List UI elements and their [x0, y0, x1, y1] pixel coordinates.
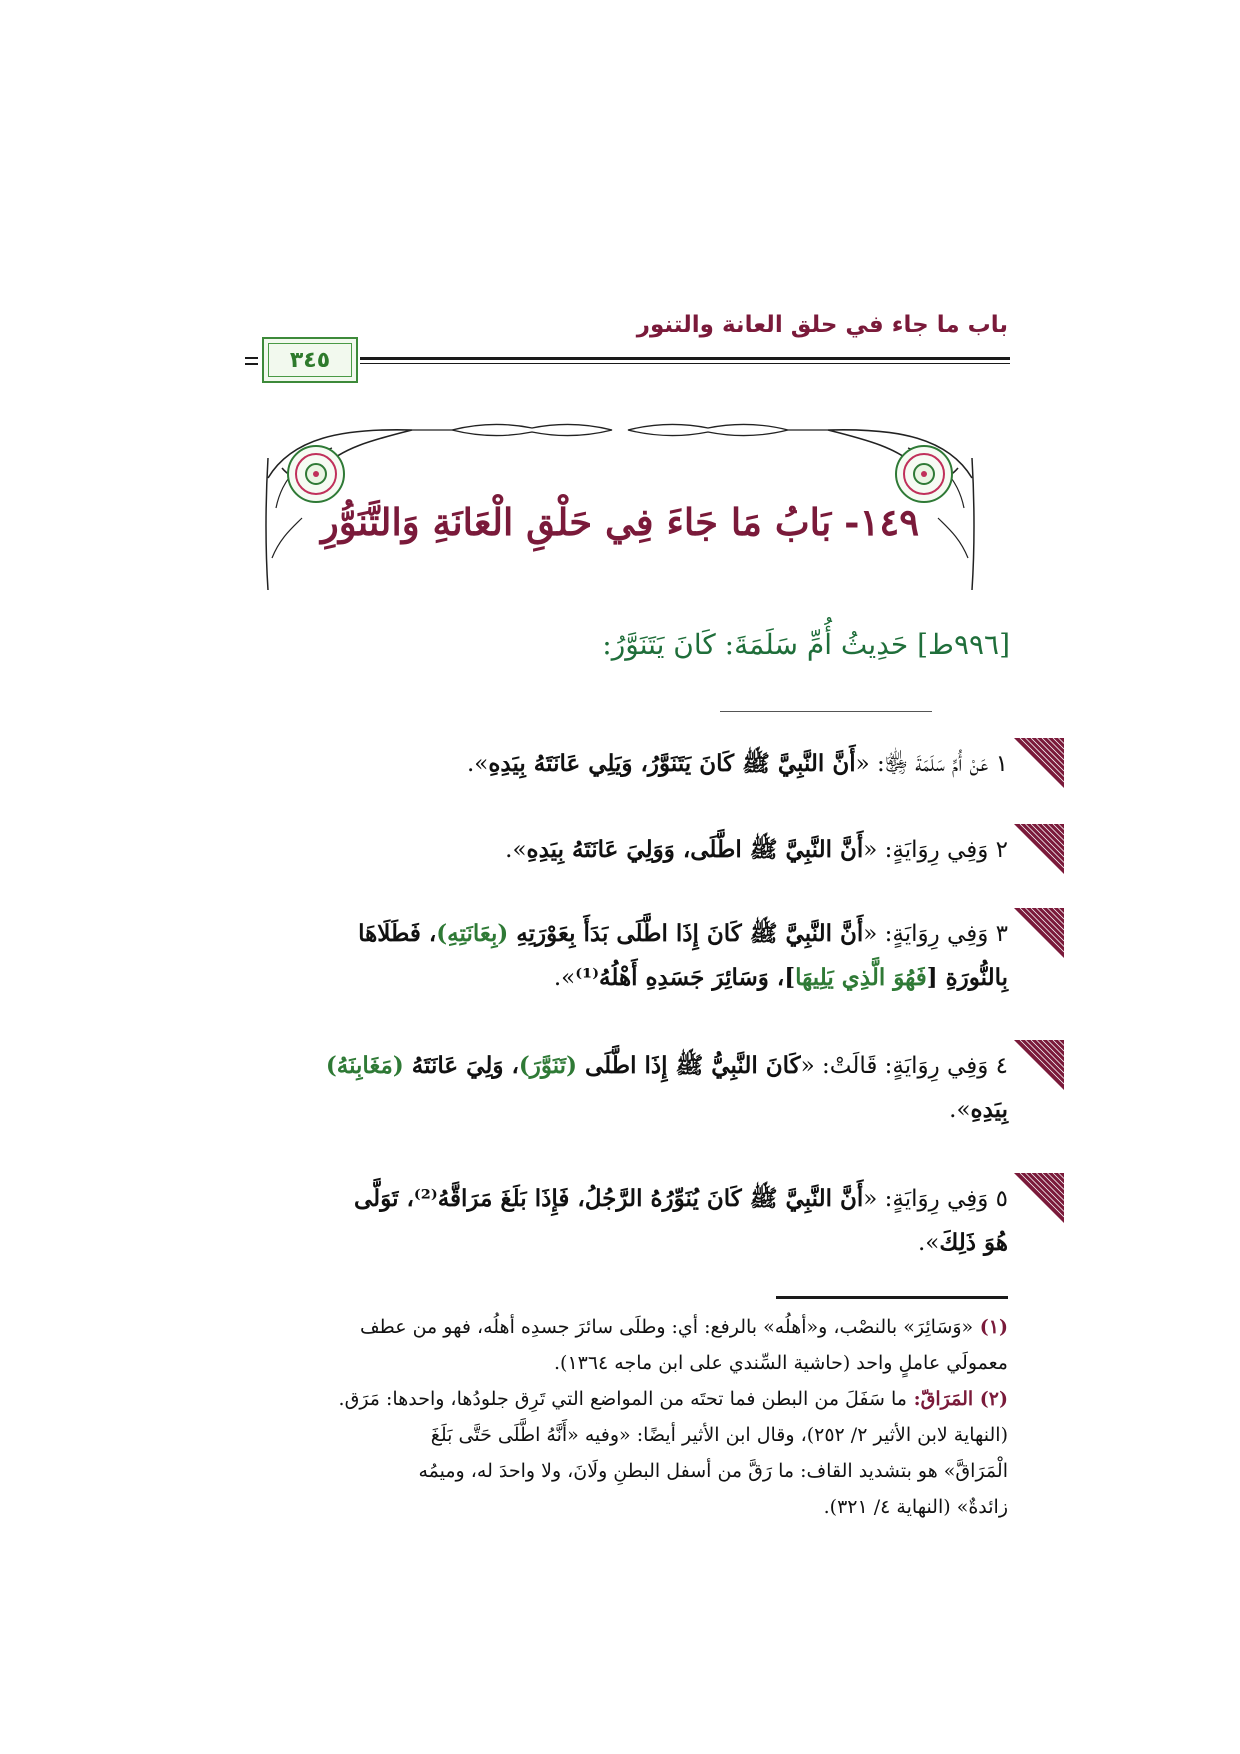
- footnote-text: ما سَفَلَ من البطن فما تحتَه من المواضع التي تَرِق جلودُها، واحدها: مَرَق.: [338, 1388, 907, 1410]
- narration-text: ٤ وَفِي رِوَايَةٍ: قَالَتْ: «: [800, 1053, 1008, 1079]
- narration-4: [250, 1044, 1008, 1132]
- footnote-1: [218, 1309, 1008, 1381]
- narration-2: [250, 828, 1008, 872]
- narration-5: [250, 1177, 1008, 1265]
- footnote-line: [218, 1489, 1008, 1525]
- footnote-separator: [776, 1296, 1008, 1299]
- hadith-text: بِالنُّورَةِ [: [926, 964, 1008, 991]
- hadith-text: أَنَّ النَّبِيَّ ﷺ كَانَ إِذَا اطَّلَى بَدَأَ بِعَوْرَتِهِ: [508, 920, 864, 947]
- narration-text: ١ عَنْ أُمِّ سَلَمَةَ ﵂: «: [855, 751, 1008, 777]
- narration-text: ».: [505, 837, 527, 863]
- right-rosette-icon: [896, 446, 952, 502]
- narration-3: [250, 912, 1008, 1000]
- narration-line: [250, 1221, 1008, 1265]
- hadith-text: أَنَّ النَّبِيَّ ﷺ اطَّلَى، وَوَلِيَ عَانَتَهُ بِيَدِهِ: [526, 836, 864, 863]
- gloss-text: فَهُوَ الَّذِي يَلِيهَا: [795, 964, 927, 991]
- page-number: ٣٤٥: [289, 347, 331, 373]
- hadith-text: كَانَ النَّبِيُّ ﷺ إِذَا اطَّلَى: [576, 1052, 801, 1079]
- corner-ornament-icon: [1012, 906, 1066, 960]
- running-header: باب ما جاء في حلق العانة والتنور: [636, 312, 1008, 338]
- heading-separator: [720, 711, 932, 712]
- narration-line: [250, 912, 1008, 956]
- header-rule: [360, 357, 1010, 360]
- narration-text: ٢ وَفِي رِوَايَةٍ: «: [863, 837, 1008, 863]
- hadith-text: أَنَّ النَّبِيَّ ﷺ كَانَ يَتَنَوَّرُ، وَيَلِي عَانَتَهُ بِيَدِهِ: [488, 750, 856, 777]
- narration-line: [250, 828, 1008, 872]
- narration-1: [250, 742, 1008, 786]
- hadith-text: ، وَلِيَ عَانَتَهُ: [403, 1052, 519, 1079]
- gloss-text: (بِعَانَتِهِ): [436, 920, 509, 947]
- chapter-title: ١٤٩- بَابُ مَا جَاءَ فِي حَلْقِ الْعَانَةِ وَالتَّنَوُّرِ: [320, 500, 920, 544]
- narration-line: [250, 1177, 1008, 1221]
- hadith-text: بِيَدِهِ: [970, 1096, 1008, 1123]
- footnote-line: [218, 1453, 1008, 1489]
- narration-line: [250, 1088, 1008, 1132]
- hadith-text: أَنَّ النَّبِيَّ ﷺ كَانَ يُنَوِّرُهُ الرَّجُلُ، فَإِذَا بَلَغَ مَرَاقَّهُ⁽²⁾، تَوَلَّى: [354, 1185, 864, 1212]
- header-rule-thin: [360, 363, 1010, 364]
- corner-ornament-icon: [1012, 1171, 1066, 1225]
- hadith-text: ]، وَسَائِرَ جَسَدِهِ أَهْلُهُ⁽¹⁾: [575, 964, 796, 991]
- footnote-2: [218, 1381, 1008, 1525]
- footnote-text: الْمَرَاقَّ» هو بتشديد القاف: ما رَقَّ من أسفل البطنِ ولَانَ، ولا واحدَ له، وميمُه: [418, 1460, 1008, 1482]
- footnote-line: [218, 1345, 1008, 1381]
- hadith-text: هُوَ ذَلِكَ: [939, 1229, 1008, 1256]
- header-rule-left-short: [245, 357, 258, 359]
- narration-text: ».: [917, 1230, 940, 1256]
- footnote-text: زائدةٌ» (النهاية ٤/ ٣٢١).: [823, 1496, 1008, 1518]
- narration-text: ٥ وَفِي رِوَايَةٍ: «: [863, 1186, 1008, 1212]
- narration-line: [250, 742, 1008, 786]
- narration-text: ».: [949, 1097, 971, 1123]
- page-number-box: [262, 337, 358, 383]
- narration-text: ».: [466, 751, 489, 777]
- footnote-line: [218, 1381, 1008, 1417]
- corner-ornament-icon: [1012, 1038, 1066, 1092]
- footnote-number: (١): [973, 1316, 1008, 1338]
- narration-line: [250, 956, 1008, 1000]
- hadith-text: ، فَطَلَاهَا: [358, 920, 437, 947]
- footnote-line: [218, 1417, 1008, 1453]
- footnote-line: [218, 1309, 1008, 1345]
- footnote-text: (النهاية لابن الأثير ٢/ ٢٥٢)، وقال ابن الأثير أيضًا: «وفيه «أَنَّهُ اطَّلَى حَتَّى بَلَغَ: [430, 1424, 1008, 1446]
- corner-ornament-icon: [1012, 736, 1066, 790]
- header-rule-left-short-2: [245, 363, 258, 365]
- hadith-heading: [٩٩٦ط] حَدِيثُ أُمِّ سَلَمَةَ: كَانَ يَتَنَوَّرُ:: [602, 628, 1010, 661]
- gloss-text: (مَغَابِنَهُ): [325, 1052, 404, 1079]
- left-rosette-icon: [288, 446, 344, 502]
- narration-line: [250, 1044, 1008, 1088]
- footnote-text: معمولَي عاملٍ واحد (حاشية السِّندي على ابن ماجه ١٣٦٤).: [553, 1352, 1008, 1374]
- corner-ornament-icon: [1012, 822, 1066, 876]
- footnote-text: «وَسَائِرَ» بالنصْب، و«أهلُه» بالرفع: أي: وطلَى سائرَ جسدِه أهلُه، فهو من عطف: [359, 1316, 974, 1338]
- narration-text: ».: [553, 965, 576, 991]
- narration-text: ٣ وَفِي رِوَايَةٍ: «: [863, 921, 1008, 947]
- footnote-number: (٢) المَرَاقّ:: [906, 1388, 1008, 1410]
- gloss-text: (تَنَوَّرَ): [518, 1052, 577, 1079]
